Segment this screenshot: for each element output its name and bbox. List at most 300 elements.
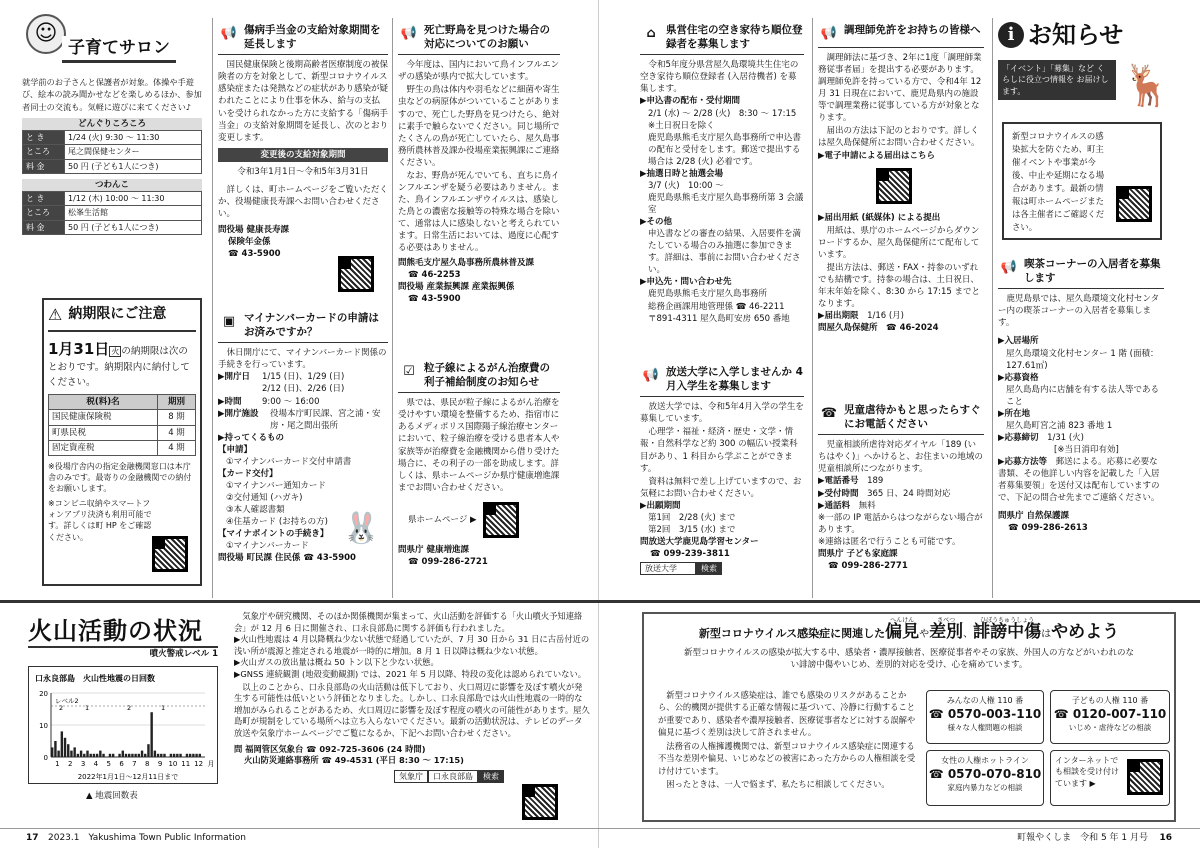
value: 〒891-4311 屋久島町安房 650 番地 [648, 313, 790, 324]
section-body: 気象庁や研究機関、そのほか関係機関が集まって、火山活動を評価する「火山噴火予知連絡会」が 12 月 6 日に開催され、口永良部島に関する評価も行われました。 [234, 611, 583, 633]
tax-term: 4 期 [158, 425, 196, 440]
title-word: 偏見 [885, 622, 920, 642]
value: 屋久島環境文化村センター 1 階 (面積：127.61㎡) [1006, 348, 1159, 371]
qr-code[interactable] [338, 256, 374, 292]
tax-name: 町県民税 [49, 425, 158, 440]
value-days: 2/12 (日)、2/26 (日) [262, 384, 345, 395]
bar [186, 754, 188, 757]
label-method: ▶応募方法等 [998, 457, 1048, 468]
label-where: ところ [23, 206, 65, 220]
bar [80, 751, 82, 757]
footer-right: 町報やくしま 令和 5 年 1 月号 [1017, 833, 1148, 843]
y-tick-label: 10 [39, 722, 48, 730]
deer-mascot: 🦌 [1122, 63, 1172, 109]
bar [189, 754, 191, 757]
kazan-section [20, 608, 592, 826]
section-body: 以上のことから、口永良部島の火山活動は低下しており、火口周辺に影響を及ぼす噴火が発生する可能性は低いという評価となりました。しかし、口永良部島では火山性地震の一時的な増加がみられることがあるため、火口周辺に影響を及ぼす程度の噴火の可能性があります。屋久島町が規制をしている場所へは立ち入らないでください。最新の活動状況は、テレビのデータ放送や気象庁ホームページでご覧になるか、下記へお問い合わせください。 [234, 681, 590, 739]
event-title: どんぐりころころ [22, 118, 202, 130]
section-body: 今年度は、国内において鳥インフルエンザの感染が県内で拡大しています。 [398, 60, 560, 83]
kazan-title: 火山活動の状況 [28, 617, 203, 645]
bar [134, 754, 136, 757]
hotline-number[interactable]: ☎ 0120-007-110 [1053, 707, 1167, 722]
title-pre: 新型コロナウイルス感染症に関連した [698, 627, 886, 640]
group-label: 【カード交付】 [218, 468, 278, 479]
value: 第1回 2/28 (火) まで [648, 512, 736, 523]
label-days: ▶開庁日 [218, 372, 251, 383]
bar [179, 754, 181, 757]
value-when: 1/12 (木) 10:00 ～ 11:30 [65, 192, 202, 206]
bar [138, 754, 140, 757]
bar [176, 754, 178, 757]
megaphone-icon: 📢 [1000, 259, 1018, 275]
bar [83, 754, 85, 757]
phone-icon: ☎ [820, 405, 838, 421]
value-hours: 365 日、24 時間対応 [867, 488, 951, 499]
item: ①マイナンバー通知カード [226, 480, 326, 491]
label-location: ▶入居場所 [998, 336, 1039, 347]
bar [160, 754, 162, 757]
value: 鹿児島県熊毛支庁屋久島事務所 [648, 289, 768, 300]
label-where: ところ [23, 145, 65, 159]
ryushi-section [398, 362, 560, 592]
page-number: 17 [26, 833, 39, 843]
deadline-title-row [48, 304, 196, 332]
label-fee: 料 金 [23, 159, 65, 173]
value: ※土日祝日を除く [648, 120, 715, 131]
section-title: 傷病手当金の支給対象期間を延長します [244, 24, 381, 50]
value-fee: 50 円 (子ども1人につき) [65, 220, 202, 234]
group-label: 【申請】 [218, 444, 253, 455]
salon-intro: 就学前のお子さんと保護者が対象。体操や手遊び、絵本の読み聞かせなどを楽しめるほか、参加者同士の交流も。気軽に遊びに来てください♪ [22, 77, 202, 112]
contact-dept: 問県庁 自然保護課 [998, 511, 1069, 522]
section-body: 届出の方法は下記のとおりです。詳しくは屋久島保健所にお問い合わせください。 [818, 126, 980, 149]
y-tick-label: 20 [39, 690, 48, 698]
divider [812, 18, 813, 598]
section-body: 調理師法に基づき、2年に1度「調理師業務従事者届」を提出する必要があります。調理師免許を持っている方で、令和4年 12 月 31 日現在において、鹿児島県内の施設等で調理業務に従事している方が対象となります。 [818, 53, 982, 124]
item: ②交付通知 (ハガキ) [226, 493, 303, 504]
contact-dept: 問熊毛支庁屋久島事務所農林普及課 [398, 258, 535, 269]
event-title: つわんこ [22, 179, 202, 191]
event-table [22, 191, 202, 235]
section-body: 令和5年度分県営屋久島環境共生住宅の空き家待ち順位登録者 (入居待機者) を募集します。 [640, 60, 799, 95]
label-fee: 料 金 [23, 220, 65, 234]
x-tick-label: 4 [93, 760, 99, 768]
contact-tel: ☎ 099-239-3811 [650, 549, 730, 560]
deadline-section [42, 298, 202, 586]
bar [199, 754, 201, 757]
value: 総務企画課用地管理係 ☎ 46-2211 [648, 301, 785, 312]
section-body: 新型コロナウイルス感染症は、誰でも感染のリスクがあることから、公的機関が提供する正確な情報に基づいて、冷静に行動することが重要であり、感染者や濃厚接触者、医療従事者などに対する誤解や偏見に基づく差別は決して許されません。 [658, 690, 916, 738]
bar [163, 754, 165, 757]
ruby: ひぼうちゅうしょう [980, 617, 1035, 624]
shobyo-section [218, 24, 388, 304]
salon-section [22, 14, 202, 284]
hotline-number[interactable]: ☎ 0570-070-810 [928, 767, 1042, 782]
deadline-note: ※役場庁舎内の指定金融機関窓口は本庁舎のみです。最寄りの金融機関での納付をお願いします。 [48, 461, 192, 494]
bar [170, 754, 172, 757]
x-tick-label: 9 [157, 760, 163, 768]
bar [122, 751, 124, 757]
tax-table [48, 394, 196, 455]
bar [173, 754, 175, 757]
section-body: 困ったときは、一人で悩まず、私たちに相談してください。 [666, 779, 890, 790]
search-box[interactable] [640, 562, 804, 575]
bar [128, 754, 130, 757]
section-body: 資料は無料で差し上げていますので、お気軽にお問い合わせください。 [640, 476, 802, 499]
bar [154, 751, 156, 757]
x-tick-label: 10 [168, 760, 178, 768]
label-period: ▶申込書の配布・受付期間 [640, 96, 741, 107]
hotline-label: みんなの人権 110 番 [946, 696, 1024, 705]
megaphone-icon: 📢 [400, 25, 418, 41]
label-lottery: ▶抽選日時と抽選会場 [640, 168, 724, 179]
contact-dept: 問役場 産業振興課 産業振興係 [398, 282, 515, 293]
section-title: 放送大学に入学しませんか 4月入学生を募集します [666, 366, 803, 392]
value-where: 尾之間保健センター [65, 145, 202, 159]
kissa-section [998, 258, 1164, 598]
bar [67, 744, 69, 757]
chart-title: 口永良部島 火山性地震の日回数 [35, 674, 155, 683]
item: ④住基カード (お持ちの方) [226, 517, 328, 528]
section-body: 用紙は、県庁のホームページからダウンロードするか、屋久島保健所にて配布しています。 [818, 225, 980, 260]
section-body: 県では、県民が粒子線によるがん治療を受けやすい環境を整備するため、指宿市にあるメディポリス国際陽子線治療センターにおいて、粒子線治療を受ける患者本人や家族等が治療費を金融機関から借り受けた場合に、その利子の一部を助成します。詳しくは、県ホームページか県庁健康増進課までお問い合わせください。 [398, 398, 560, 493]
contact-sub: 保険年金係 [228, 237, 271, 248]
value-deadline: 1/16 (月) [867, 311, 904, 322]
note: ※一部の IP 電話からはつながらない場合があります。 [818, 512, 983, 535]
id-card-icon: ▣ [222, 313, 236, 329]
hotline-number[interactable]: ☎ 0570-003-110 [928, 707, 1042, 722]
deadline-note: ※コンビニ収納やスマートフォンアプリ決済も利用可能です。詳しくは町 HP をご確認ください。 [48, 498, 152, 542]
section-title: マイナンバーカードの申請はお済みですか？ [244, 312, 379, 338]
label-address: ▶所在地 [998, 408, 1031, 419]
y-tick-label: 0 [43, 754, 48, 762]
covid-text: 新型コロナウイルスの感染拡大を防ぐため、町主催イベントや事業が今後、中止や延期になる場合があります。最新の情報は町ホームページまたは各主催者にご確認ください。 [1012, 131, 1105, 233]
hotline-box [1050, 690, 1170, 744]
period-text: 令和3年1月1日～令和5年3月31日 [237, 166, 369, 177]
gyakutai-section [818, 404, 984, 594]
bar [99, 751, 101, 757]
oshirase-subtitle: 「イベント」「募集」など くらしに役立つ情報を お届けします。 [998, 60, 1116, 100]
figure-caption: ▲ 地震回数表 [86, 791, 138, 801]
label-time: ▶時間 [218, 396, 242, 407]
value: 申込書などの審査の結果、入居要件を満たしている場合のみ抽選に参加できます。詳細は、事前にお問い合わせください。 [648, 229, 802, 276]
kenjutaku-section [640, 24, 804, 364]
label-period: ▶出願期間 [640, 500, 681, 511]
qr-code[interactable] [876, 168, 912, 204]
title-word: やめよう [1051, 622, 1120, 642]
level-marker: 2 [127, 704, 132, 712]
deadline-title: 納期限にご注意 [68, 306, 167, 323]
search-term[interactable]: 口永良部島 [428, 770, 478, 783]
tax-term: 8 期 [158, 410, 196, 425]
divider [392, 18, 393, 598]
label-other: ▶その他 [640, 217, 673, 228]
lead-text: 新型コロナウイルスの感染が拡大する中、感染者・濃厚接触者、医療従事者やその家族、外国人の方などがいわれのない誹謗中傷やいじめ、差別的対応を受け、心を痛めています。 [684, 648, 1134, 671]
x-tick-label: 11 [181, 760, 191, 768]
contact-dept: 問屋久島保健所 [818, 323, 878, 334]
group-label: 【マイナポイントの手続き】 [218, 529, 329, 540]
megaphone-icon: 📢 [642, 367, 660, 383]
contact: 問役場 町民課 住民係 ☎ 43-5900 [218, 553, 356, 564]
contact-dept: 問放送大学鹿児島学習センター [640, 536, 759, 547]
annotation: レベル2 [55, 697, 79, 705]
title-particle: や [919, 629, 930, 640]
note: ※連絡は匿名で行うことも可能です。 [818, 536, 961, 547]
label-qualification: ▶応募資格 [998, 372, 1039, 383]
value: 屋久島町宮之浦 823 番地 1 [1006, 420, 1113, 431]
section-body: 放送大学では、令和5年4月入学の学生を募集しています。 [640, 402, 804, 425]
ruby: へんけん [890, 617, 915, 624]
page-number: 16 [1159, 833, 1172, 843]
section-body: 詳しくは、町ホームページをご覧いただくか、役場健康長寿課へお問い合わせください。 [218, 184, 388, 219]
label-when: と き [23, 192, 65, 206]
salon-header [22, 14, 202, 66]
contact: 火山防災連絡事務所 ☎ 49-4531 (平日 8:30 ～ 17:15) [244, 755, 464, 766]
section-body: なお、野鳥が死んでいても、直ちに鳥インフルエンザを疑う必要はありません。また、鳥インフルエンザウイルスは、感染した鳥との濃密な接触等の特殊な場合を除いて、通常は人に感染しないと考えられています。日常生活においては、過度に心配する必要はありません。 [398, 170, 560, 254]
covid-notice [1002, 122, 1162, 240]
bar [192, 754, 194, 757]
value: 鹿児島県熊毛支庁屋久島事務所で申込書の配布と受付をします。郵送で提出する場合は 2/28 (火) 必着です。 [648, 132, 802, 167]
checkbox-icon: ☑ [403, 363, 415, 379]
divider [992, 18, 993, 598]
search-button[interactable]: 検索 [478, 770, 504, 783]
warning-icon: ⚠ [48, 305, 63, 324]
bar [195, 754, 197, 757]
value: 2/1 (水) ～ 2/28 (火) 8:30 ～ 17:15 [648, 108, 797, 119]
x-tick-label: 12 [194, 760, 204, 768]
search-term[interactable]: 気象庁 [394, 770, 428, 783]
section-body: 児童相談所虐待対応ダイヤル「189 (いちはやく)」へかけると、お住まいの地域の児童相談所につながります。 [818, 440, 983, 475]
contact-tel: ☎ 43-5900 [408, 294, 461, 305]
value-fee: 50 円 (子ども1人につき) [65, 159, 202, 173]
bar [109, 754, 111, 757]
level-marker: 1 [161, 704, 166, 712]
section-title: 調理師免許をお持ちの皆様へ [844, 24, 981, 36]
header-term: 期別 [158, 395, 196, 410]
bar [96, 754, 98, 757]
hotline-box [926, 750, 1044, 806]
bar [112, 754, 114, 757]
bottom-rule [0, 600, 1200, 603]
x-tick-label: 7 [132, 760, 137, 768]
hotline-box [926, 690, 1044, 744]
section-title: 県営住宅の空き家待ち順位登録者を募集します [666, 24, 803, 50]
value-days: 1/15 (日)、1/29 (日) [262, 372, 345, 383]
hoso-section [640, 366, 804, 596]
contact-tel: ☎ 099-286-2613 [1008, 523, 1088, 534]
bar [64, 738, 66, 757]
ruby: さべつ [937, 617, 956, 624]
deadline-desc: の納期限は次のとおりです。納期限内に納付してください。 [48, 345, 190, 388]
contact: 問 福岡管区気象台 ☎ 092-725-3606 (24 時間) [234, 743, 426, 754]
value: 屋久島島内に店舗を有する法人等であること [1006, 384, 1160, 407]
section-body: 心理学・福祉・経済・歴史・文学・情報・自然科学など約 300 の幅広い授業科目があり、1 科目から学ぶことができます。 [640, 427, 798, 474]
deadline-date: 1月31日 [48, 339, 110, 358]
qr-code[interactable] [1127, 759, 1163, 795]
search-box[interactable] [234, 770, 590, 783]
oshirase-header [998, 18, 1178, 118]
label-paper: ▶届出用紙 (紙媒体) による提出 [818, 212, 941, 223]
value-fee: 無料 [858, 500, 876, 511]
label-number: ▶電話番号 [818, 476, 859, 487]
value-time: 9:00 ～ 16:00 [262, 396, 320, 407]
bar [157, 754, 159, 757]
contact-dept: 問役場 健康長寿課 [218, 225, 289, 236]
value: 第2回 3/15 (水) まで [648, 524, 736, 535]
oshirase-title: お知らせ [1028, 21, 1124, 49]
title-particle: 、 [963, 629, 974, 640]
label-online: ▶電子申請による届出はこちら [818, 150, 936, 161]
deadline-dow: 火 [111, 346, 120, 356]
divider [212, 18, 213, 598]
x-unit-label: 月 [207, 760, 215, 768]
seismic-chart [29, 667, 217, 783]
value: 1/31 (火) [1047, 432, 1084, 443]
section-title: 児童虐待かもと思ったらすぐにお電話ください [844, 404, 981, 430]
x-tick-label: 6 [119, 760, 124, 768]
label-bring: ▶持ってくるもの [218, 432, 285, 443]
period-band: 変更後の支給対象期間 [218, 148, 388, 162]
hotline-label: 子どもの人権 110 番 [1071, 696, 1149, 705]
title-particle: は [1041, 629, 1052, 640]
bar [150, 712, 152, 757]
bar [147, 744, 149, 757]
x-tick-label: 8 [145, 760, 150, 768]
label-deadline: ▶応募締切 [998, 432, 1039, 443]
contact-tel: ☎ 099-286-2721 [408, 556, 488, 567]
alert-level: 噴火警戒レベル 1 [28, 646, 218, 660]
search-button[interactable]: 検索 [696, 562, 722, 575]
megaphone-icon: 📢 [220, 25, 238, 41]
qr-code[interactable] [1116, 186, 1152, 222]
footer-left: 2023.1 Yakushima Town Public Information [48, 833, 246, 843]
jinken-title [644, 618, 1174, 641]
x-tick-label: 2 [68, 760, 73, 768]
section-body: 提出方法は、郵送・FAX・持参のいずれでも結構です。持参の場合は、土日祝日、年末年始を除く、8:30 から 17:15 までとなります。 [818, 262, 981, 309]
value-when: 1/24 (火) 9:30 ～ 11:30 [65, 130, 202, 144]
section-body: 鹿児島県では、屋久島環境文化村センター内の喫茶コーナーの入居者を募集します。 [998, 294, 1160, 329]
value: 3/7 (火) 10:00 ～ [648, 180, 724, 191]
bar [73, 747, 75, 757]
qr-code[interactable] [522, 784, 558, 820]
title-word: 差別 [929, 622, 964, 642]
mother-child-illustration: ☺ [26, 14, 66, 54]
bullet: ▶GNSS 連続観測 (地殻変動観測) では、2021 年 5 月以降、特段の変化は認められていない。 [234, 669, 587, 680]
kazan-body [234, 610, 590, 783]
mynumber-section [218, 312, 388, 590]
hotline-label: 女性の人権ホットライン [941, 756, 1029, 765]
label-when: と き [23, 130, 65, 144]
x-tick-label: 5 [106, 760, 111, 768]
bullet: ▶火山性地震は 4 月以降概ね少ない状態で経過していたが、7 月 30 日から 31 日に古岳付近の浅い所が震源と推定される地震が一時的に増加。8 月 1 日以降は概ね少ない状態。 [234, 634, 590, 656]
value-where: 松峯生活館 [65, 206, 202, 220]
title-word: 誹謗中傷 [973, 622, 1042, 642]
bar [77, 754, 79, 757]
bar [125, 754, 127, 757]
contact-dept: 問県庁 健康増進課 [398, 544, 469, 555]
tax-name: 国民健康保険税 [49, 410, 158, 425]
bar [90, 754, 92, 757]
value: 郵送による。応募に必要な書類、その他詳しい内容を記載した「入居者募集要領」を送付又は配布していますので、下記の問合せ先までご連絡ください。 [998, 457, 1160, 504]
jinken-body [658, 688, 920, 791]
bar [131, 754, 133, 757]
bar [141, 751, 143, 757]
bar [51, 747, 53, 757]
bar [86, 751, 88, 757]
bar [54, 741, 56, 757]
event-table [22, 130, 202, 174]
label-contact: ▶申込先・問い合わせ先 [640, 277, 732, 288]
section-title: 死亡野鳥を見つけた場合の対応についてのお願い [424, 24, 550, 50]
house-icon: ⌂ [646, 25, 656, 41]
bar [144, 754, 146, 757]
tax-name: 固定資産税 [49, 440, 158, 455]
level-marker: 1 [85, 704, 90, 712]
salon-title: 子育てサロン [62, 36, 176, 63]
spine-gap [598, 0, 599, 848]
search-term[interactable]: 放送大学 [640, 562, 696, 575]
hotline-sub: 様々な人権問題の相談 [947, 723, 1023, 733]
info-icon: i [998, 22, 1024, 48]
chart-caption: 2022年1月1日～12月11日まで [77, 773, 179, 781]
contact-dept: 問県庁 子ども家庭課 [818, 548, 898, 559]
level-marker: 2 [59, 704, 64, 712]
contact-tel: ☎ 43-5900 [228, 249, 281, 260]
bar [70, 751, 72, 757]
section-body: 休日開庁にて、マイナンバーカード関係の手続きを行っています。 [218, 348, 387, 371]
item: ①マイナンバーカード交付申請書 [226, 456, 352, 467]
value-number: 189 [867, 476, 884, 487]
jinken-section [642, 612, 1176, 822]
label-deadline: ▶届出期限 [818, 311, 859, 322]
footer [0, 828, 1200, 848]
section-body: 法務省の人権擁護機関では、新型コロナウイルス感染症に関連する不当な差別や偏見、いじめなどの被害にあった方からの人権相談を受け付けています。 [658, 740, 916, 776]
item: ③本人確認書類 [226, 505, 285, 516]
label-fee: ▶通話料 [818, 500, 851, 511]
value-place: 役場本庁町民課、宮之浦・安房・尾之間出張所 [270, 408, 381, 431]
value: 鹿児島県熊毛支庁屋久島事務所第 3 会議室 [648, 192, 804, 216]
section-title: 喫茶コーナーの入居者を募集します [1024, 258, 1161, 284]
qr-code[interactable] [152, 536, 188, 572]
bar [102, 754, 104, 757]
contact-tel: ☎ 46-2024 [886, 323, 939, 334]
bar [93, 754, 95, 757]
chart-box [28, 666, 218, 784]
contact-tel: ☎ 099-286-2771 [828, 560, 908, 571]
bar [118, 754, 120, 757]
x-tick-label: 1 [55, 760, 60, 768]
contact-tel: ☎ 46-2253 [408, 270, 461, 281]
hotline-box [1050, 750, 1170, 806]
hotline-sub: 家庭内暴力などの相談 [947, 783, 1023, 793]
rabbit-illustration: 🐰 [342, 511, 380, 546]
qr-code[interactable] [483, 502, 519, 538]
bullet: ▶火山ガスの放出量は概ね 50 トン以下と少ない状態。 [234, 657, 439, 668]
bar [61, 731, 63, 757]
bar [57, 751, 59, 757]
yacho-section [398, 24, 560, 354]
tax-term: 4 期 [158, 440, 196, 455]
label-hours: ▶受付時間 [818, 488, 859, 499]
deadline-text [48, 338, 196, 391]
hp-label[interactable]: 県ホームページ ▶ [408, 514, 477, 525]
x-tick-label: 3 [80, 760, 86, 768]
label-place: ▶開庁施設 [218, 408, 259, 419]
megaphone-icon: 📢 [820, 25, 838, 41]
header-tax: 税(料)名 [49, 395, 158, 410]
hp-link-row [398, 502, 560, 538]
item: ①マイナンバーカード [226, 541, 309, 552]
